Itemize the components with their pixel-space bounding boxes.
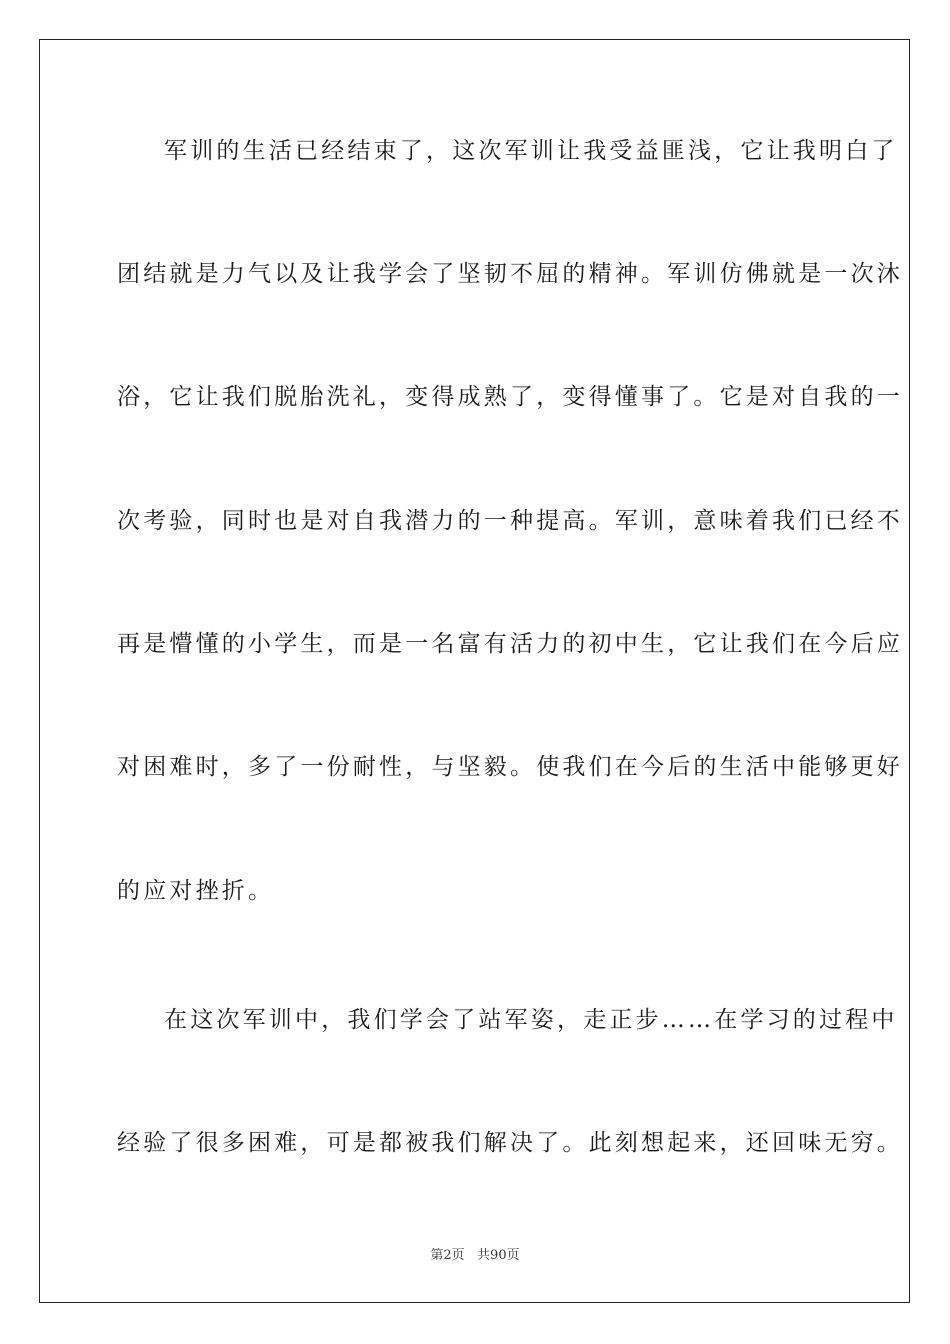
text-line: 在这次军训中，我们学会了站军姿，走正步……在学习的过程中 (164, 1007, 898, 1033)
text-line: 军训的生活已经结束了，这次军训让我受益匪浅，它让我明白了 (164, 138, 898, 164)
text-line: 再是懵懂的小学生，而是一名富有活力的初中生，它让我们在今后应 (117, 631, 903, 657)
text-line: 团结就是力气以及让我学会了坚韧不屈的精神。军训仿佛就是一次沐 (117, 261, 903, 287)
text-line: 对困难时，多了一份耐性，与坚毅。使我们在今后的生活中能够更好 (117, 754, 903, 780)
text-line: 浴，它让我们脱胎洗礼，变得成熟了，变得懂事了。它是对自我的一 (117, 384, 903, 410)
text-line: 经验了很多困难，可是都被我们解决了。此刻想起来，还回味无穷。 (117, 1130, 903, 1156)
page-border (39, 39, 910, 1303)
page-number-footer: 第2页 共90页 (430, 1248, 520, 1263)
text-line: 次考验，同时也是对自我潜力的一种提高。军训，意味着我们已经不 (117, 508, 903, 534)
text-line: 的应对挫折。 (117, 878, 275, 904)
